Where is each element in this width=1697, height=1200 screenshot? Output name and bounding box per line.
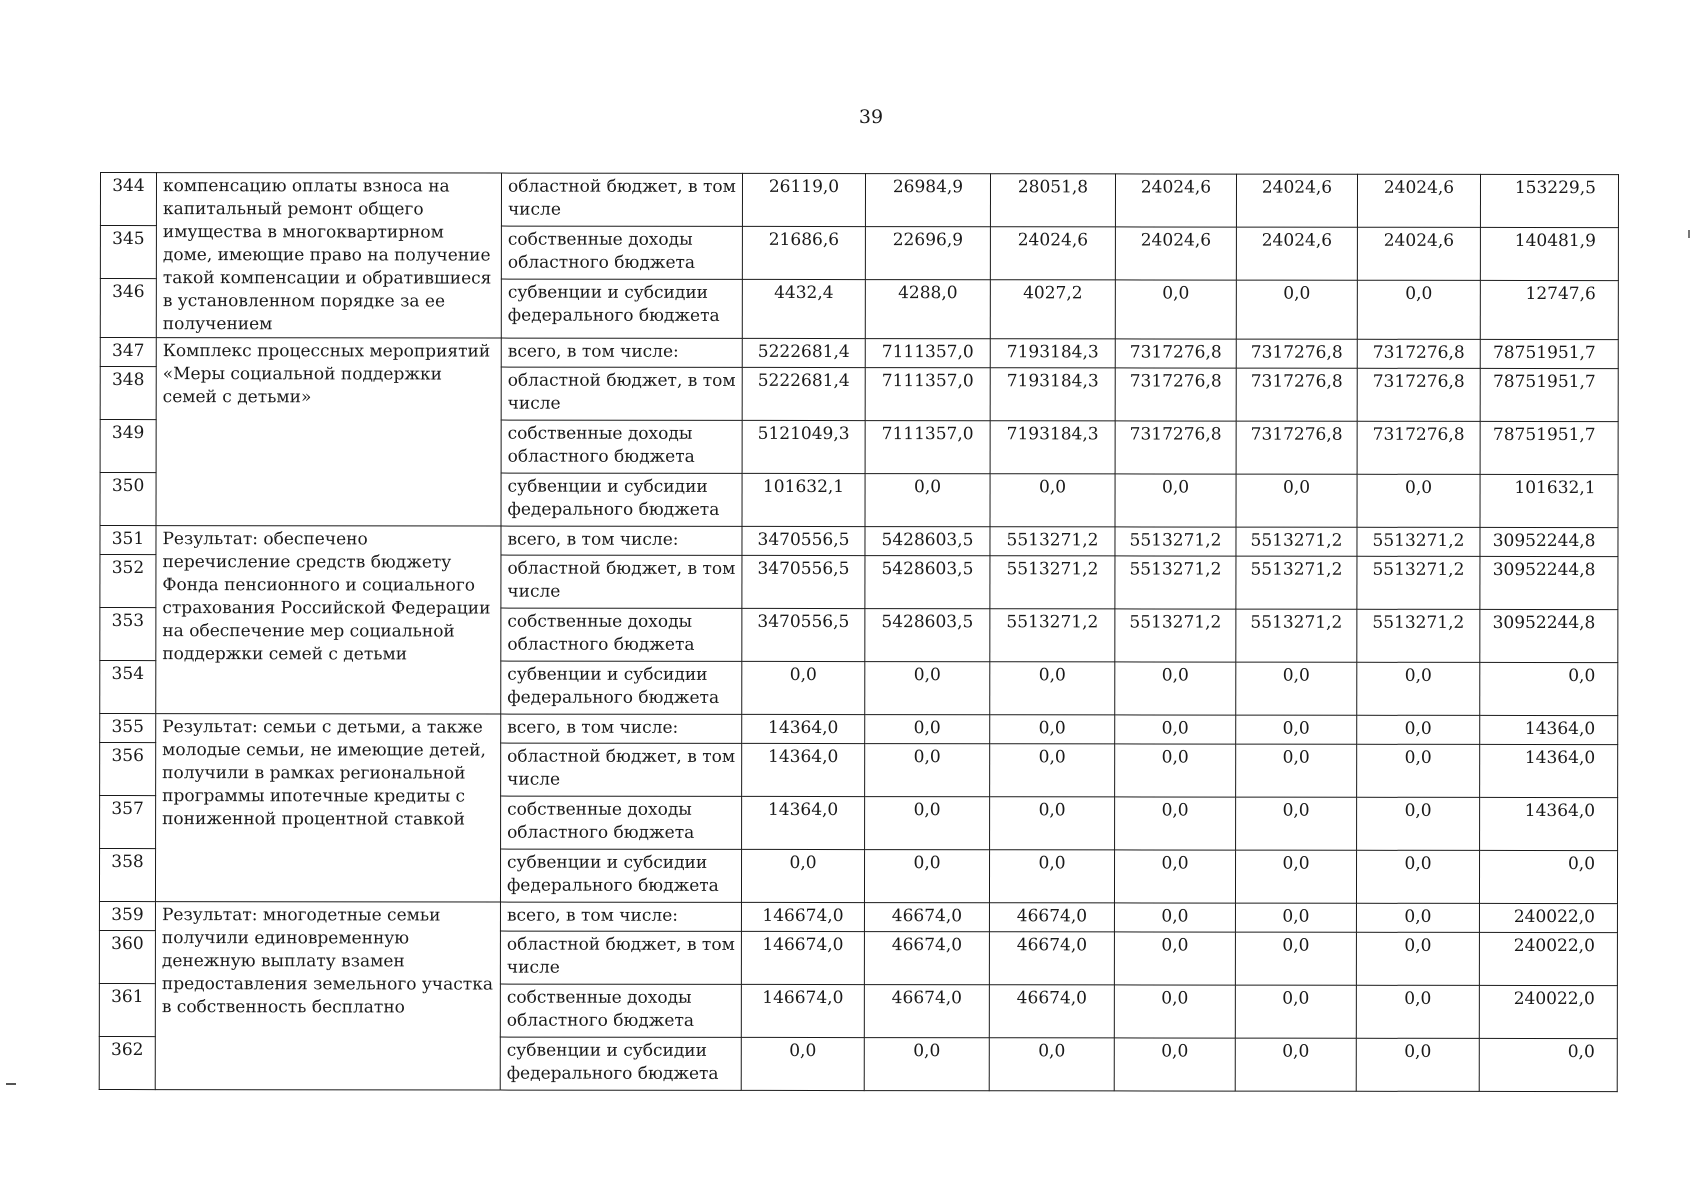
table-row	[100, 173, 1618, 228]
value-cell: 0,0	[1235, 985, 1356, 1038]
value-cell: 7317276,8	[1115, 421, 1236, 474]
value-cell: 0,0	[864, 1038, 989, 1091]
row-number: 349	[100, 420, 156, 473]
value-cell: 0,0	[990, 797, 1115, 850]
value-cell: 46674,0	[864, 985, 989, 1038]
value-cell: 0,0	[1356, 903, 1479, 932]
row-group-description: Результат: многодетные семьи получили единовременную денежную выплату взамен предоставления земельного участка в собственность бесплатно	[155, 902, 500, 1090]
value-cell: 0,0	[1236, 474, 1357, 527]
table-body	[99, 173, 1618, 1092]
value-cell: 3470556,5	[742, 608, 865, 661]
total-value-cell: 14364,0	[1480, 715, 1618, 744]
value-cell: 3470556,5	[742, 555, 865, 608]
value-cell: 5513271,2	[1357, 527, 1480, 556]
value-cell: 5513271,2	[1236, 609, 1357, 662]
value-cell: 0,0	[741, 849, 864, 902]
value-cell: 24024,6	[1115, 227, 1236, 280]
funding-source-cell: всего, в том числе:	[501, 338, 742, 367]
value-cell: 5513271,2	[990, 609, 1115, 662]
value-cell: 0,0	[1357, 474, 1480, 527]
value-cell: 0,0	[1235, 903, 1356, 932]
row-number: 357	[100, 796, 156, 849]
row-number: 351	[100, 526, 156, 555]
total-value-cell: 30952244,8	[1480, 609, 1618, 662]
value-cell: 5513271,2	[1115, 556, 1236, 609]
value-cell: 22696,9	[865, 227, 990, 280]
row-number: 350	[100, 473, 156, 526]
value-cell: 46674,0	[989, 932, 1114, 985]
row-number: 344	[100, 173, 156, 226]
funding-source-cell: собственные доходы областного бюджета	[501, 420, 742, 473]
total-value-cell: 0,0	[1479, 850, 1617, 903]
value-cell: 0,0	[1356, 932, 1479, 985]
row-number: 345	[100, 226, 156, 279]
total-value-cell: 78751951,7	[1480, 368, 1618, 421]
value-cell: 4432,4	[742, 279, 865, 338]
value-cell: 5428603,5	[865, 527, 990, 556]
row-group-description: Результат: обеспечено перечисление средств бюджету Фонда пенсионного и социального страхования Российской Федерации на обеспечение мер социальной поддержки семей с детьми	[156, 526, 501, 714]
value-cell: 7193184,3	[990, 421, 1115, 474]
value-cell: 0,0	[741, 1037, 864, 1090]
budget-table	[99, 172, 1619, 1092]
funding-source-cell: собственные доходы областного бюджета	[500, 984, 741, 1037]
table-row	[100, 338, 1618, 369]
row-number: 362	[99, 1036, 155, 1089]
value-cell: 14364,0	[742, 743, 865, 796]
value-cell: 3470556,5	[742, 526, 865, 555]
row-number: 360	[99, 930, 155, 983]
value-cell: 24024,6	[1236, 174, 1357, 227]
value-cell: 0,0	[1236, 280, 1357, 339]
value-cell: 0,0	[865, 662, 990, 715]
funding-source-cell: областной бюджет, в том числе	[501, 173, 742, 226]
funding-source-cell: всего, в том числе:	[501, 714, 742, 743]
value-cell: 24024,6	[990, 227, 1115, 280]
value-cell: 7111357,0	[865, 339, 990, 368]
row-group-description: компенсацию оплаты взноса на капитальный ремонт общего имущества в многоквартирном доме, имеющие право на получение такой компенсации и обратившиеся в установленном порядке за ее получением	[156, 173, 501, 338]
row-number: 359	[99, 902, 155, 931]
funding-source-cell: субвенции и субсидии федерального бюджета	[501, 279, 742, 338]
funding-source-cell: областной бюджет, в том числе	[501, 367, 742, 420]
value-cell: 0,0	[865, 797, 990, 850]
value-cell: 7111357,0	[865, 368, 990, 421]
total-value-cell: 78751951,7	[1480, 421, 1618, 474]
value-cell: 26119,0	[742, 173, 865, 226]
value-cell: 0,0	[1356, 1038, 1479, 1091]
value-cell: 4288,0	[865, 280, 990, 339]
value-cell: 0,0	[1236, 715, 1357, 744]
value-cell: 5513271,2	[990, 527, 1115, 556]
value-cell: 5428603,5	[865, 609, 990, 662]
row-number: 352	[100, 555, 156, 608]
value-cell: 0,0	[990, 662, 1115, 715]
funding-source-cell: собственные доходы областного бюджета	[501, 226, 742, 279]
value-cell: 0,0	[1115, 715, 1236, 744]
value-cell: 0,0	[864, 850, 989, 903]
value-cell: 0,0	[990, 474, 1115, 527]
total-value-cell: 240022,0	[1479, 932, 1617, 985]
value-cell: 46674,0	[989, 903, 1114, 932]
value-cell: 26984,9	[865, 174, 990, 227]
value-cell: 0,0	[1115, 662, 1236, 715]
value-cell: 7193184,3	[990, 368, 1115, 421]
total-value-cell: 12747,6	[1480, 280, 1618, 339]
value-cell: 0,0	[1114, 985, 1235, 1038]
value-cell: 24024,6	[1357, 227, 1480, 280]
table-row	[100, 714, 1618, 745]
row-number: 346	[100, 279, 156, 338]
value-cell: 7317276,8	[1115, 368, 1236, 421]
value-cell: 5222681,4	[742, 338, 865, 367]
value-cell: 146674,0	[741, 984, 864, 1037]
value-cell: 7317276,8	[1236, 421, 1357, 474]
value-cell: 5513271,2	[1357, 609, 1480, 662]
value-cell: 7111357,0	[865, 421, 990, 474]
row-group-description: Комплекс процессных мероприятий «Меры социальной поддержки семей с детьми»	[156, 338, 501, 526]
value-cell: 7317276,8	[1236, 339, 1357, 368]
total-value-cell: 14364,0	[1480, 744, 1618, 797]
funding-source-cell: собственные доходы областного бюджета	[501, 608, 742, 661]
value-cell: 0,0	[990, 744, 1115, 797]
value-cell: 0,0	[990, 715, 1115, 744]
value-cell: 5513271,2	[1115, 609, 1236, 662]
value-cell: 5222681,4	[742, 367, 865, 420]
value-cell: 0,0	[1114, 850, 1235, 903]
funding-source-cell: областной бюджет, в том числе	[501, 743, 742, 796]
value-cell: 0,0	[1236, 744, 1357, 797]
value-cell: 0,0	[989, 850, 1114, 903]
row-number: 354	[100, 661, 156, 714]
value-cell: 7317276,8	[1115, 339, 1236, 368]
value-cell: 0,0	[1357, 744, 1480, 797]
value-cell: 0,0	[1115, 280, 1236, 339]
value-cell: 0,0	[1236, 797, 1357, 850]
total-value-cell: 153229,5	[1480, 174, 1618, 227]
value-cell: 5121049,3	[742, 420, 865, 473]
funding-source-cell: собственные доходы областного бюджета	[501, 796, 742, 849]
funding-source-cell: субвенции и субсидии федерального бюджета	[501, 473, 742, 526]
value-cell: 0,0	[1115, 744, 1236, 797]
total-value-cell: 101632,1	[1480, 474, 1618, 527]
value-cell: 0,0	[742, 661, 865, 714]
row-number: 348	[100, 367, 156, 420]
scan-edge-mark	[6, 1083, 16, 1085]
value-cell: 28051,8	[990, 174, 1115, 227]
scan-edge-mark-right	[1688, 230, 1690, 238]
value-cell: 146674,0	[741, 931, 864, 984]
value-cell: 7317276,8	[1236, 368, 1357, 421]
value-cell: 0,0	[1357, 797, 1480, 850]
total-value-cell: 30952244,8	[1480, 556, 1618, 609]
value-cell: 0,0	[1235, 932, 1356, 985]
row-number: 347	[100, 338, 156, 367]
table-row	[99, 902, 1617, 933]
value-cell: 5513271,2	[1236, 527, 1357, 556]
row-number: 356	[100, 743, 156, 796]
funding-source-cell: областной бюджет, в том числе	[501, 555, 742, 608]
total-value-cell: 0,0	[1479, 1038, 1617, 1091]
value-cell: 101632,1	[742, 473, 865, 526]
total-value-cell: 0,0	[1480, 662, 1618, 715]
value-cell: 0,0	[1236, 662, 1357, 715]
value-cell: 0,0	[1114, 932, 1235, 985]
value-cell: 14364,0	[742, 714, 865, 743]
value-cell: 24024,6	[1357, 174, 1480, 227]
value-cell: 0,0	[1114, 903, 1235, 932]
total-value-cell: 240022,0	[1479, 985, 1617, 1038]
row-group-description: Результат: семьи с детьми, а также молодые семьи, не имеющие детей, получили в рамках региональной программы ипотечные кредиты с пониженной процентной ставкой	[155, 714, 500, 902]
value-cell: 5513271,2	[1115, 527, 1236, 556]
funding-source-cell: субвенции и субсидии федерального бюджета	[501, 661, 742, 714]
value-cell: 0,0	[1115, 474, 1236, 527]
row-number: 355	[100, 714, 156, 743]
value-cell: 46674,0	[989, 985, 1114, 1038]
row-number: 361	[99, 983, 155, 1036]
funding-source-cell: всего, в том числе:	[501, 526, 742, 555]
value-cell: 21686,6	[742, 226, 865, 279]
value-cell: 46674,0	[864, 903, 989, 932]
value-cell: 0,0	[1115, 797, 1236, 850]
funding-source-cell: всего, в том числе:	[500, 902, 741, 931]
value-cell: 24024,6	[1236, 227, 1357, 280]
value-cell: 7317276,8	[1357, 339, 1480, 368]
value-cell: 0,0	[1356, 985, 1479, 1038]
funding-source-cell: субвенции и субсидии федерального бюджета	[500, 849, 741, 902]
value-cell: 14364,0	[742, 796, 865, 849]
total-value-cell: 30952244,8	[1480, 527, 1618, 556]
table-row	[100, 526, 1618, 557]
value-cell: 0,0	[1114, 1038, 1235, 1091]
value-cell: 46674,0	[864, 932, 989, 985]
value-cell: 0,0	[989, 1038, 1114, 1091]
value-cell: 0,0	[1357, 662, 1480, 715]
value-cell: 5428603,5	[865, 556, 990, 609]
value-cell: 0,0	[865, 715, 990, 744]
value-cell: 0,0	[1235, 1038, 1356, 1091]
value-cell: 4027,2	[990, 280, 1115, 339]
value-cell: 146674,0	[741, 902, 864, 931]
value-cell: 0,0	[865, 474, 990, 527]
total-value-cell: 140481,9	[1480, 227, 1618, 280]
value-cell: 5513271,2	[1236, 556, 1357, 609]
value-cell: 7193184,3	[990, 339, 1115, 368]
value-cell: 5513271,2	[1357, 556, 1480, 609]
total-value-cell: 240022,0	[1479, 903, 1617, 932]
value-cell: 5513271,2	[990, 556, 1115, 609]
value-cell: 0,0	[1357, 280, 1480, 339]
row-number: 358	[99, 849, 155, 902]
value-cell: 24024,6	[1115, 174, 1236, 227]
value-cell: 7317276,8	[1357, 421, 1480, 474]
page-number: 39	[858, 106, 884, 128]
total-value-cell: 14364,0	[1480, 797, 1618, 850]
funding-source-cell: субвенции и субсидии федерального бюджета	[500, 1037, 741, 1090]
value-cell: 0,0	[865, 744, 990, 797]
value-cell: 0,0	[1356, 850, 1479, 903]
value-cell: 0,0	[1235, 850, 1356, 903]
total-value-cell: 78751951,7	[1480, 339, 1618, 368]
funding-source-cell: областной бюджет, в том числе	[500, 931, 741, 984]
value-cell: 7317276,8	[1357, 368, 1480, 421]
row-number: 353	[100, 608, 156, 661]
value-cell: 0,0	[1357, 715, 1480, 744]
